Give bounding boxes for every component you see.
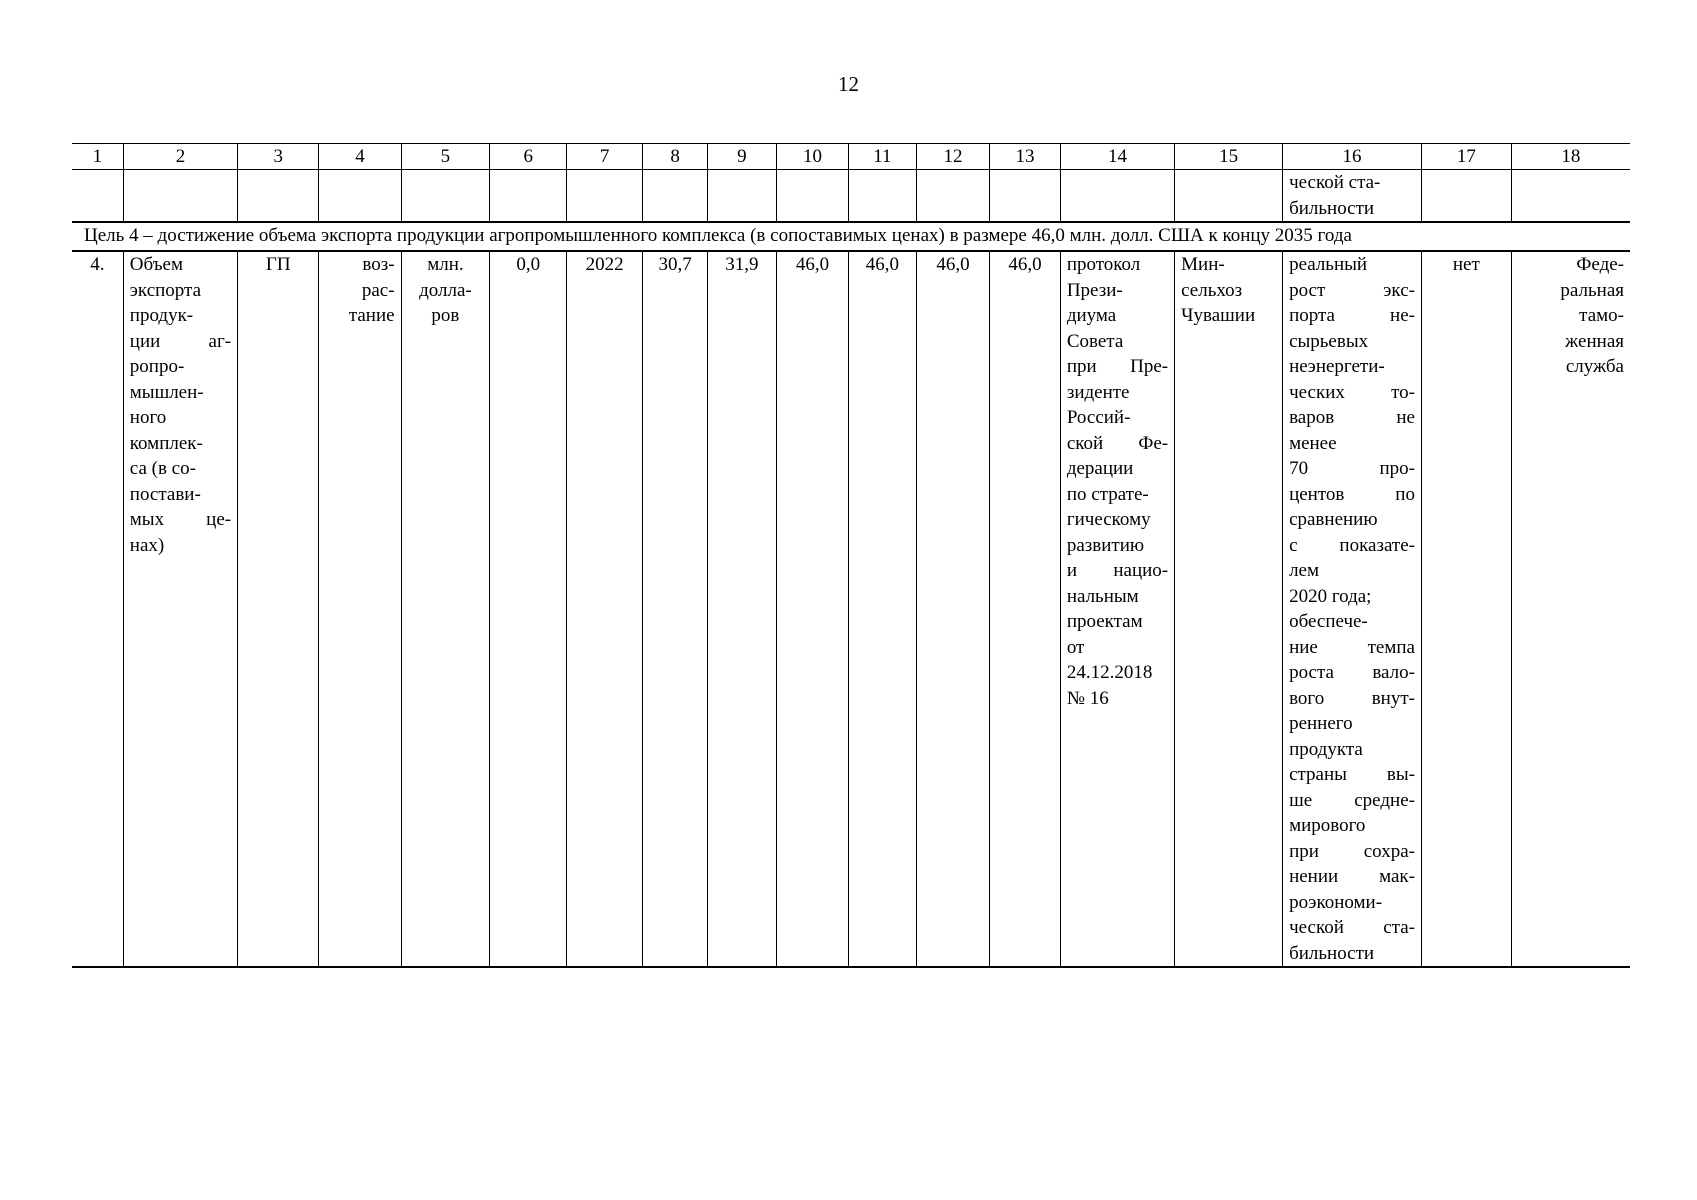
cell-line: 24.12.2018	[1066, 662, 1153, 683]
cell-line: 2020 года;	[1289, 585, 1372, 607]
cell-line: диума	[1066, 305, 1117, 326]
cell-line: № 16	[1066, 687, 1109, 709]
cell-line: с показате-	[1289, 534, 1415, 556]
responsible-body	[1175, 251, 1283, 967]
cell-line: ческой ста-	[1289, 917, 1415, 938]
col-header-15: 15	[1175, 144, 1283, 170]
cell-line: млн.	[427, 254, 464, 275]
cell-line: нении мак-	[1289, 866, 1415, 887]
cell-line: продук-	[129, 305, 194, 326]
continuation-row	[72, 170, 1630, 223]
value-col-9: 31,9	[708, 251, 776, 967]
cell-line: ного	[129, 407, 167, 428]
col-header-8: 8	[643, 144, 708, 170]
value-col-12: 46,0	[916, 251, 990, 967]
continuation-cell-16	[1283, 170, 1422, 223]
cell-line: служба	[1565, 356, 1624, 377]
national-goal-link	[1283, 251, 1422, 967]
cell-line: Чувашии	[1181, 305, 1256, 326]
cell-line: 70 про-	[1289, 458, 1415, 479]
cell-line: Феде-	[1576, 254, 1624, 275]
col-header-6: 6	[490, 144, 567, 170]
cell-line: гическому	[1066, 509, 1151, 530]
cell-line: ческой ста-	[1289, 172, 1381, 193]
cell-line: сравнению	[1289, 509, 1378, 530]
cell-line: ческих то-	[1289, 381, 1415, 403]
cell-line: реальный	[1289, 254, 1368, 275]
cell-line: ние темпа	[1289, 636, 1415, 658]
column-numbers-row	[72, 144, 1630, 170]
cell-line: Прези-	[1066, 279, 1123, 301]
table-row	[72, 251, 1630, 967]
cell-line: мышлен-	[129, 381, 204, 403]
value-col-11: 46,0	[849, 251, 916, 967]
indicator-type: ГП	[238, 251, 319, 967]
cell-line: при Пре-	[1066, 356, 1169, 377]
col-header-10: 10	[776, 144, 849, 170]
source-document	[1060, 251, 1174, 967]
cell-line: сырьевых	[1289, 330, 1369, 352]
cell-line: мых це-	[129, 509, 232, 530]
col-header-9: 9	[708, 144, 776, 170]
indicator-name	[123, 251, 237, 967]
cell-line: женная	[1565, 330, 1624, 352]
goal-text: Цель 4 – достижение объема экспорта продукции агропромышленного комплекса (в сопоставимых ценах) в размере 46,0 млн. долл. США к концу 2035 года	[72, 222, 1630, 251]
cell-line: реннего	[1289, 713, 1353, 734]
cell-line: проектам	[1066, 611, 1143, 632]
cell-line: Совета	[1066, 330, 1124, 352]
cell-line: воз-	[362, 254, 395, 275]
trend	[319, 251, 401, 967]
cell-line: роста вало-	[1289, 662, 1415, 683]
col-header-18: 18	[1511, 144, 1630, 170]
value-col-8: 30,7	[643, 251, 708, 967]
cell-line: варов не	[1289, 407, 1415, 428]
cell-line: лем	[1289, 560, 1320, 581]
cell-line: роэкономи-	[1289, 891, 1383, 913]
col-header-4: 4	[319, 144, 401, 170]
cell-line: дерации	[1066, 458, 1134, 479]
cell-line: страны вы-	[1289, 764, 1415, 785]
cell-line: при сохра-	[1289, 840, 1415, 862]
cell-line: порта не-	[1289, 305, 1415, 326]
col-header-12: 12	[916, 144, 990, 170]
cell-line: ции аг-	[129, 330, 232, 352]
cell-line: бильности	[1289, 942, 1375, 964]
cell-line: нальным	[1066, 585, 1139, 607]
cell-line: развитию	[1066, 534, 1145, 556]
indicators-table	[72, 143, 1630, 968]
cell-line: ральная	[1560, 279, 1624, 301]
col-header-17: 17	[1421, 144, 1511, 170]
base-value: 0,0	[490, 251, 567, 967]
cell-line: ропро-	[129, 356, 185, 377]
cell-line: долла-	[419, 279, 472, 301]
page-number: 12	[838, 72, 859, 96]
cell-line: ше средне-	[1289, 789, 1415, 811]
col-header-2: 2	[123, 144, 237, 170]
cell-line: по страте-	[1066, 483, 1149, 505]
cell-line: Мин-	[1181, 254, 1225, 275]
cell-line: обеспече-	[1289, 611, 1368, 632]
col-header-1: 1	[72, 144, 123, 170]
cell-line: мирового	[1289, 815, 1366, 836]
cell-line: тание	[348, 305, 395, 326]
cell-line: нах)	[129, 534, 165, 556]
goal-row	[72, 222, 1630, 251]
cell-line: постави-	[129, 483, 201, 505]
information-source	[1511, 251, 1630, 967]
cell-line: бильности	[1289, 197, 1375, 219]
cell-line: комплек-	[129, 432, 203, 454]
col-17-value: нет	[1421, 251, 1511, 967]
cell-line: зиденте	[1066, 381, 1130, 403]
col-header-13: 13	[990, 144, 1061, 170]
cell-line: неэнергети-	[1289, 356, 1385, 377]
cell-line: ской Фе-	[1066, 432, 1169, 454]
cell-line: и нацио-	[1066, 560, 1169, 581]
value-col-13: 46,0	[990, 251, 1061, 967]
base-year: 2022	[567, 251, 643, 967]
cell-line: вого внут-	[1289, 687, 1415, 709]
col-header-3: 3	[238, 144, 319, 170]
cell-line: тамо-	[1579, 305, 1624, 326]
cell-line: рост экс-	[1289, 279, 1415, 301]
col-header-11: 11	[849, 144, 916, 170]
unit	[401, 251, 490, 967]
cell-line: экспорта	[129, 279, 202, 301]
col-header-16: 16	[1283, 144, 1422, 170]
col-header-5: 5	[401, 144, 490, 170]
cell-line: Россий-	[1066, 407, 1131, 428]
row-number: 4.	[72, 251, 123, 967]
cell-line: протокол	[1066, 254, 1141, 275]
cell-line: рас-	[361, 279, 395, 301]
col-header-7: 7	[567, 144, 643, 170]
cell-line: ров	[431, 305, 460, 326]
cell-line: са (в со-	[129, 458, 196, 479]
cell-line: продукта	[1289, 738, 1363, 760]
cell-line: менее	[1289, 432, 1337, 454]
cell-line: от	[1066, 636, 1085, 658]
value-col-10: 46,0	[776, 251, 849, 967]
col-header-14: 14	[1060, 144, 1174, 170]
cell-line: центов по	[1289, 483, 1415, 505]
cell-line: сельхоз	[1181, 279, 1243, 301]
cell-line: Объем	[129, 254, 183, 275]
